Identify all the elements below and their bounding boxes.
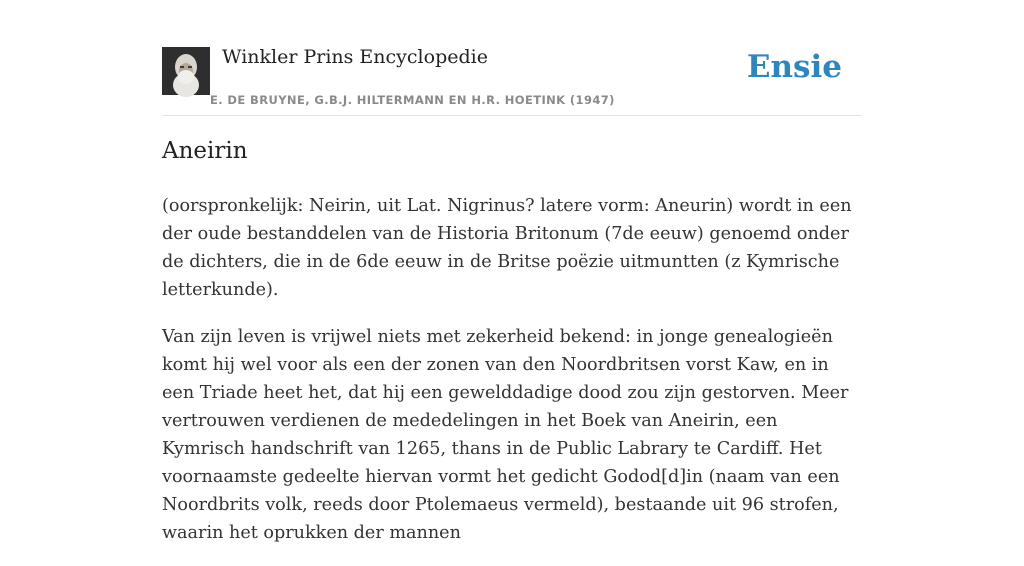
brand-logo[interactable]: Ensie (746, 49, 842, 85)
site-title[interactable]: Winkler Prins Encyclopedie (222, 46, 488, 68)
authors-credit: E. DE BRUYNE, G.B.J. HILTERMANN EN H.R. HOETINK (1947) (210, 93, 615, 107)
article-paragraph: (oorspronkelijk: Neirin, uit Lat. Nigrinus? latere vorm: Aneurin) wordt in een der oude bestanddelen van de Historia Britonum (7de eeuw) genoemd onder de dichters, die in de 6de eeuw in de Britse poëzie uitmuntten (z Kymrische letterkunde). (162, 196, 852, 300)
author-avatar[interactable] (162, 47, 210, 95)
article-body (162, 192, 862, 566)
article-title: Aneirin (162, 138, 248, 164)
header-divider (162, 115, 862, 116)
portrait-photo-icon (162, 47, 210, 95)
article-paragraph: Van zijn leven is vrijwel niets met zekerheid bekend: in jonge genealogieën komt hij wel voor als een der zonen van den Noordbritsen vorst Kaw, en in een Triade heet het, dat hij een gewelddadige dood zou zijn gestorven. Meer vertrouwen verdienen de mededelingen in het Boek van Aneirin, een Kymrisch handschrift van 1265, thans in de Public Labrary te Cardiff. Het voornaamste gedeelte hiervan vormt het gedicht Godod[d]in (naam van een Noordbrits volk, reeds door Ptolemaeus vermeld), bestaande uit 96 strofen, waarin het oprukken der mannen (162, 327, 849, 543)
